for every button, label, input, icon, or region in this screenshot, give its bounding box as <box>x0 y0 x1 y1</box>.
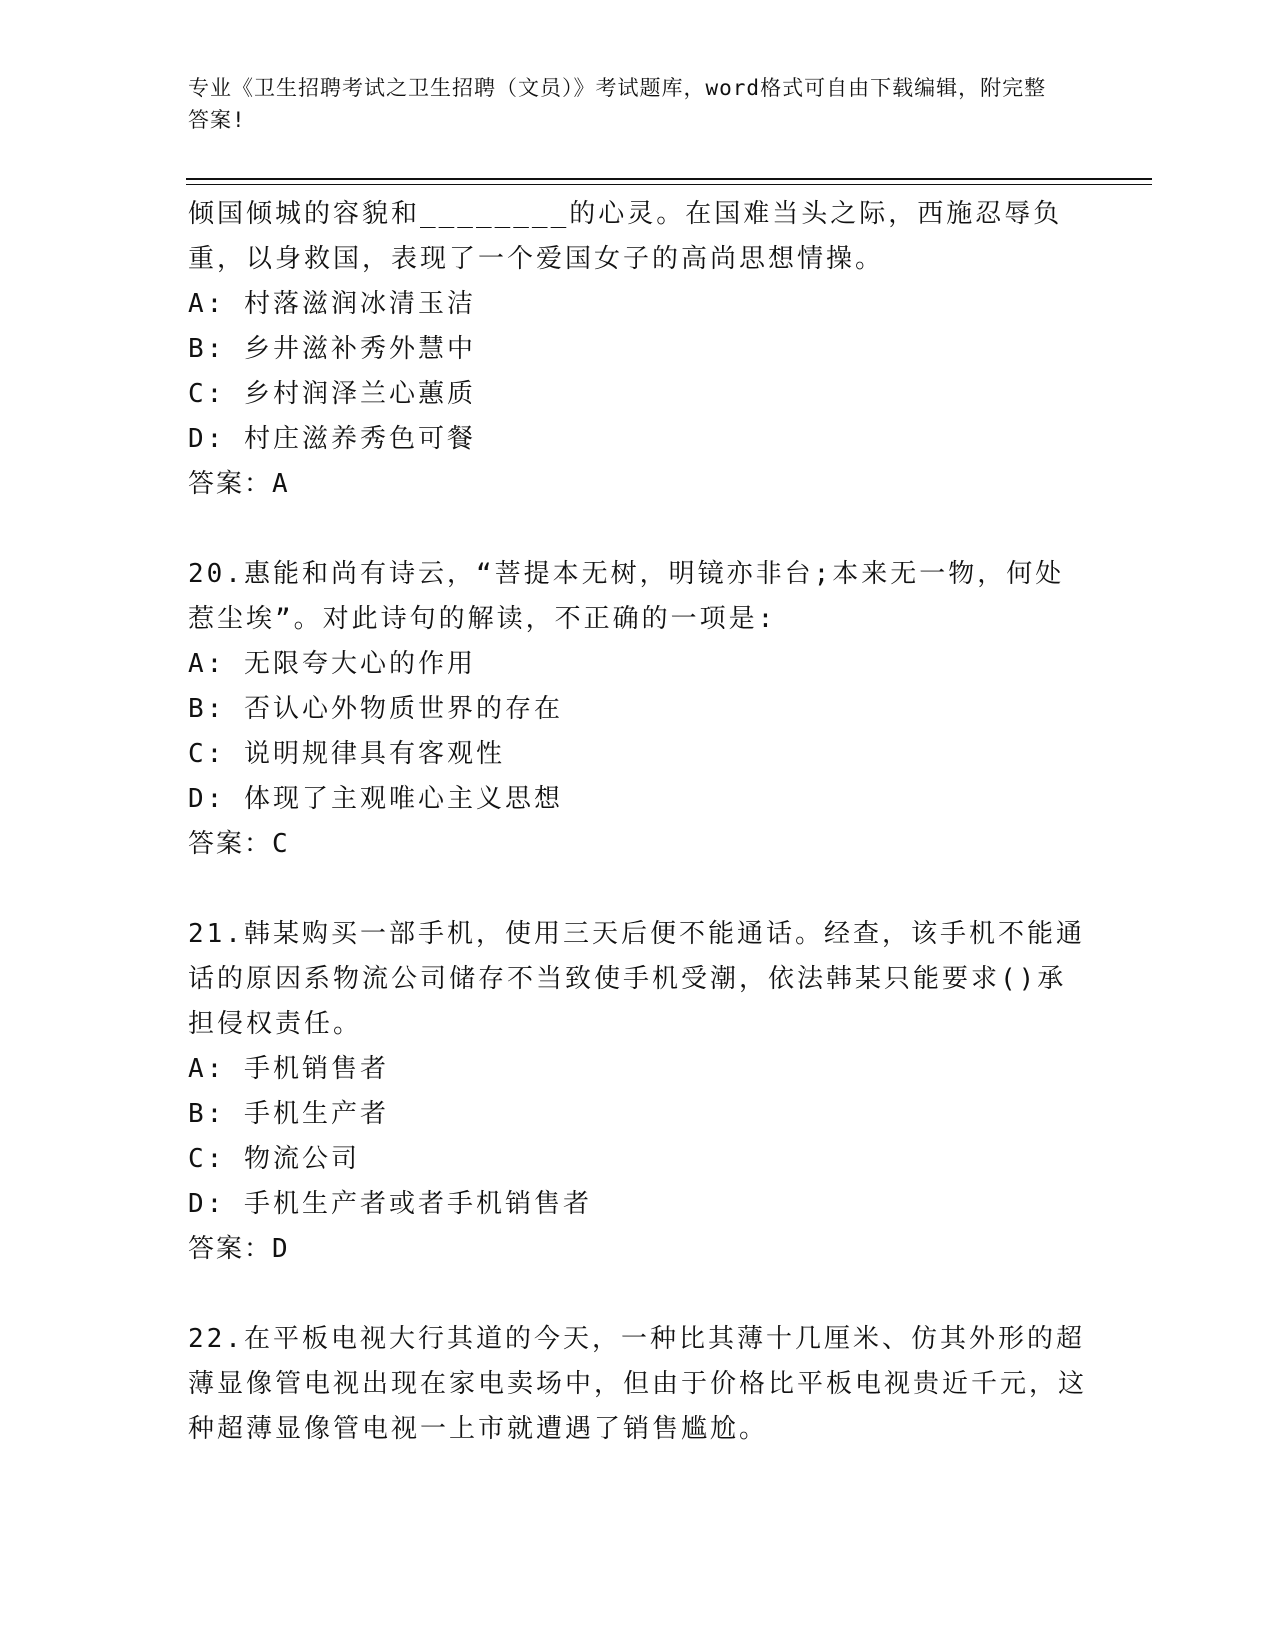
option-d: D: 手机生产者或者手机销售者 <box>188 1189 592 1219</box>
option-a: A: 无限夸大心的作用 <box>188 649 476 679</box>
option-b: B: 手机生产者 <box>188 1099 389 1129</box>
option-c: C: 物流公司 <box>188 1144 360 1174</box>
answer: 答案：D <box>188 1234 290 1264</box>
answer: 答案：C <box>188 829 290 859</box>
document-header <box>188 72 1068 136</box>
question-21 <box>188 912 1088 1272</box>
spacer <box>188 867 1088 912</box>
answer: 答案：A <box>188 469 290 499</box>
option-d: D: 村庄滋养秀色可餐 <box>188 424 476 454</box>
question-stem: 倾国倾城的容貌和________的心灵。在国难当头之际，西施忍辱负重，以身救国，表现了一个爱国女子的高尚思想情操。 <box>188 199 1063 274</box>
option-b: B: 否认心外物质世界的存在 <box>188 694 563 724</box>
question-stem: 20.惠能和尚有诗云，“菩提本无树，明镜亦非台;本来无一物，何处惹尘埃”。对此诗句的解读，不正确的一项是: <box>188 559 1065 634</box>
spacer <box>188 1272 1088 1317</box>
option-a: A: 村落滋润冰清玉洁 <box>188 289 476 319</box>
question-22 <box>188 1317 1088 1452</box>
document-body <box>188 190 1088 1452</box>
option-c: C: 说明规律具有客观性 <box>188 739 505 769</box>
question-stem: 21.韩某购买一部手机，使用三天后便不能通话。经查，该手机不能通话的原因系物流公司储存不当致使手机受潮，依法韩某只能要求()承担侵权责任。 <box>188 919 1085 1039</box>
option-a: A: 手机销售者 <box>188 1054 389 1084</box>
question-continued <box>188 192 1088 507</box>
header-divider-thick <box>186 178 1152 180</box>
option-b: B: 乡井滋补秀外慧中 <box>188 334 476 364</box>
question-20 <box>188 552 1088 867</box>
option-c: C: 乡村润泽兰心蕙质 <box>188 379 476 409</box>
header-divider-thin <box>186 184 1152 185</box>
option-d: D: 体现了主观唯心主义思想 <box>188 784 563 814</box>
header-text: 专业《卫生招聘考试之卫生招聘（文员）》考试题库，word格式可自由下载编辑，附完整答案! <box>188 76 1047 132</box>
question-stem: 22.在平板电视大行其道的今天，一种比其薄十几厘米、仿其外形的超薄显像管电视出现在家电卖场中，但由于价格比平板电视贵近千元，这种超薄显像管电视一上市就遭遇了销售尴尬。 <box>188 1324 1088 1444</box>
spacer <box>188 507 1088 552</box>
